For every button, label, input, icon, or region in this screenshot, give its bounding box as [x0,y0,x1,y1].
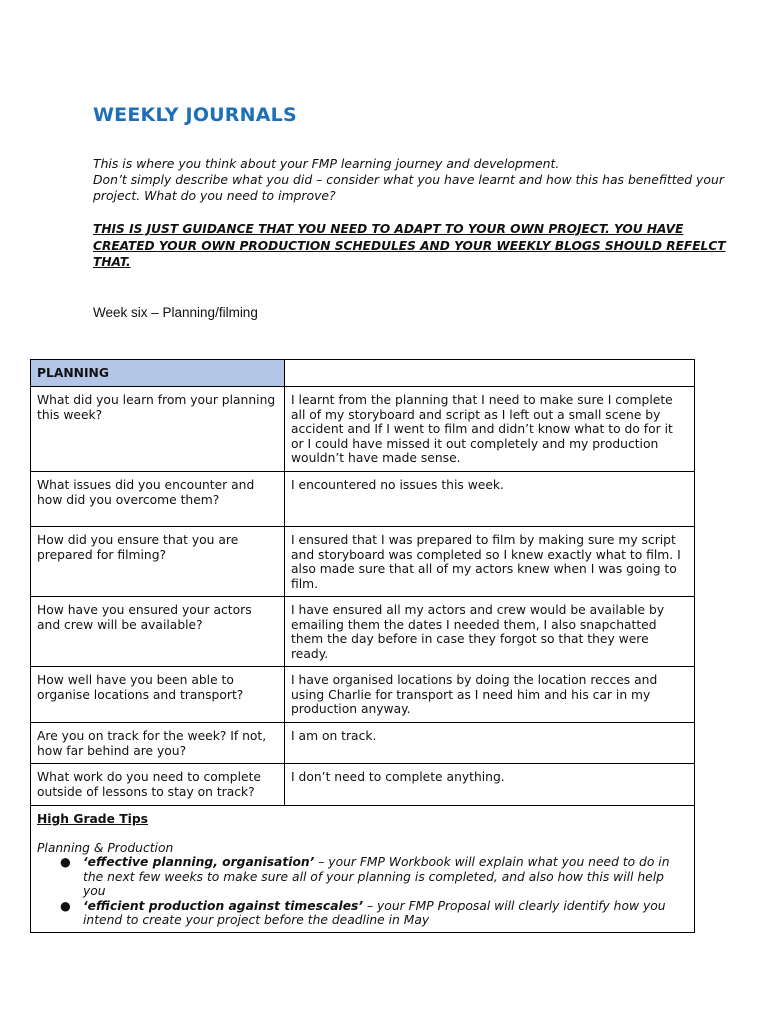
guidance-note: THIS IS JUST GUIDANCE THAT YOU NEED TO ADAPT TO YOUR OWN PROJECT. YOU HAVE CREATED YOUR OWN PRODUCTION SCHEDULES AND YOUR WEEKLY BLOGS SHOULD REFELCT THAT. [93,222,726,269]
tips-row [31,806,695,933]
tip-text: – your FMP Proposal will clearly identify how you intend to create your project before the deadline in May [83,898,666,927]
list-item [37,899,688,928]
answer-cell: I have ensured all my actors and crew would be available by emailing them the dates I needed them, I also snapchatted them the day before in case they forgot so that they were ready. [285,597,695,667]
answer-cell: I learnt from the planning that I need to make sure I complete all of my storyboard and script as I left out a small scene by accident and If I went to film and didn’t know what to do for it or I could have missed it out completely and my production wouldn’t have made sense. [285,387,695,472]
question-cell: What work do you need to complete outside of lessons to stay on track? [31,764,285,806]
answer-cell: I am on track. [285,723,695,764]
table-row [31,472,695,527]
planning-header: PLANNING [31,360,285,387]
page-title: WEEKLY JOURNALS [93,104,297,126]
intro-line-1: This is where you think about your FMP learning journey and development. [93,156,560,171]
tips-cell [31,806,695,933]
tip-key: ‘efficient production against timescales’ [83,898,364,913]
tip-key: ‘effective planning, organisation’ [83,855,315,869]
list-item [37,855,688,899]
question-cell: How well have you been able to organise locations and transport? [31,667,285,723]
header-blank-cell [285,360,695,387]
table-row [31,764,695,806]
table-row [31,667,695,723]
question-cell: How have you ensured your actors and crew will be available? [31,597,285,667]
table-row [31,387,695,472]
table-header-row [31,360,695,387]
tips-title: High Grade Tips [37,812,148,826]
week-label: Week six – Planning/filming [93,305,258,320]
answer-cell: I encountered no issues this week. [285,472,695,527]
intro-line-2: Don’t simply describe what you did – consider what you have learnt and how this has benefitted your project. What do you need to improve? [93,172,724,203]
intro-text [93,156,733,204]
table-row [31,597,695,667]
bullet-icon: ● [60,855,71,869]
question-cell: What did you learn from your planning this week? [31,387,285,472]
answer-cell: I ensured that I was prepared to film by making sure my script and storyboard was completed so I knew exactly what to film. I also made sure that all of my actors knew when I was going to film. [285,527,695,597]
answer-cell: I don’t need to complete anything. [285,764,695,806]
tips-subtitle: Planning & Production [37,840,174,855]
table-row [31,527,695,597]
question-cell: How did you ensure that you are prepared for filming? [31,527,285,597]
table-row [31,723,695,764]
answer-cell: I have organised locations by doing the location recces and using Charlie for transport as I need him and his car in my production anyway. [285,667,695,723]
question-cell: What issues did you encounter and how did you overcome them? [31,472,285,527]
planning-table [30,359,695,933]
bullet-icon: ● [60,898,71,913]
tip-text: – your FMP Workbook will explain what you need to do in the next few weeks to make sure all of your planning is completed, and also how this will help you [83,855,670,898]
tips-list [37,855,688,928]
question-cell: Are you on track for the week? If not, how far behind are you? [31,723,285,764]
